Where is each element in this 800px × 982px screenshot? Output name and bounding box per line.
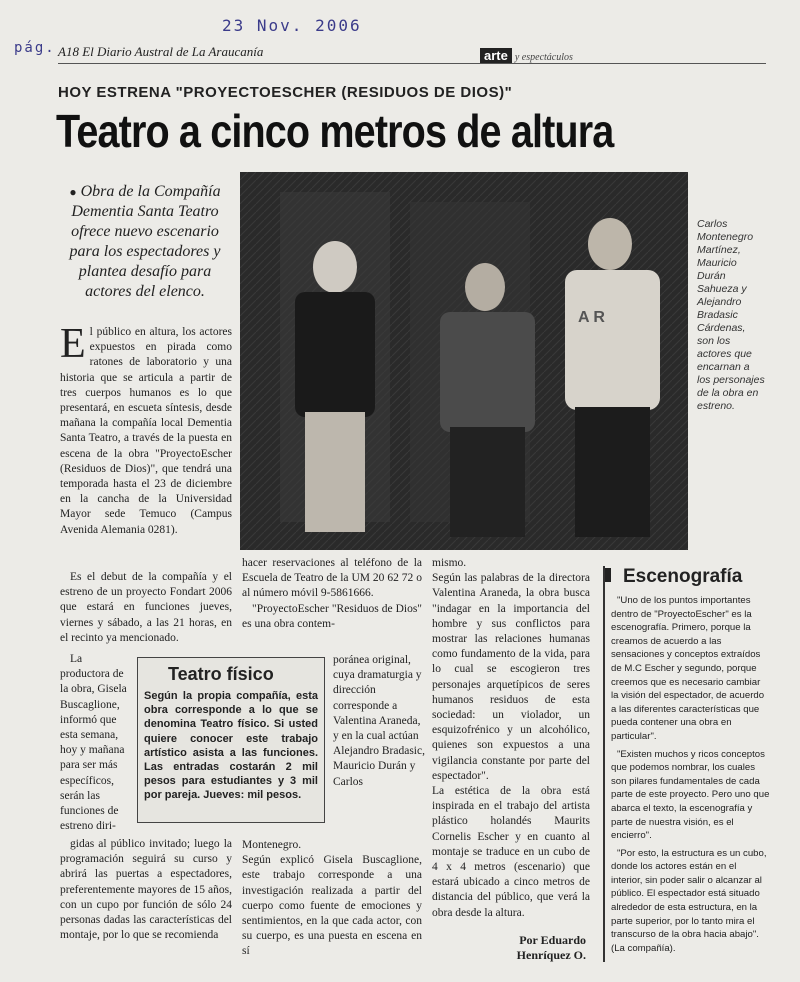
escenografia-paragraph: "Existen muchos y ricos conceptos que podemos nombrar, los cuales son pilares fundamentales de cada parte de este proyecto. Pero uno que abarca el texto, la escenografía y parte de nuestra visión, es el encierro". [611, 748, 770, 842]
article-column-2-narrow: poránea original, cuya dramaturgia y dirección corresponde a Valentina Araneda, y en la cual actúan Alejandro Bradasic, Mauricio Durán y Carlos [333, 654, 425, 788]
article-headline: Teatro a cinco metros de altura [56, 105, 614, 157]
article-column-1-mid [60, 570, 232, 646]
bullet-icon: ● [69, 185, 77, 199]
article-column-1-top [60, 321, 232, 538]
teatro-fisico-title: Teatro físico [168, 664, 274, 684]
svg-text:A R: A R [578, 309, 605, 326]
page-header: A18 El Diario Austral de La Araucanía [58, 44, 264, 59]
paragraph-1: l público en altura, los actores expuestos en pirada como ratones de laboratorio y una historia que se articula a partir de tres cuerpos humanos es lo que presentará, en escueta síntesis, desde mañana la compañía local Dementia Santa Teatro, a través de la puesta en escena de la obra "ProyectoEscher (Residuos de Dios)", que tendrá una temporada hasta el 23 de diciembre en la cancha de la Universidad Mayor sede Temuco (Campus Avenida Alemania 0281). [60, 326, 232, 536]
article-column-1-bottom: gidas al público invitado; luego la programación seguirá su curso y abrirá las puertas a espectadores, preferentemente mayores de 15 años, con un cupo por función de sólo 24 personas dadas las características del montaje, por lo que se recomienda [60, 838, 232, 942]
article-column-2-bottom: Montenegro. Según explicó Gisela Buscaglione, este trabajo corresponde a una investigación realizada a partir del cuerpo como fuente de emociones y sentimientos, en la que cada actor, con su cuerpo, es una puesta en escena en sí [242, 839, 422, 958]
photo-illustration [240, 172, 688, 550]
teatro-fisico-body: Según la propia compañía, esta obra corresponde a lo que se denomina Teatro físico. Si usted quiere conocer este trabajo artístico asista a las funciones. Las entradas costarán 2 mil pesos para estudiantes y 3 mil por pareja. Jueves: mil pesos. [144, 690, 318, 802]
actors-photo [240, 172, 688, 550]
article-column-1-narrow: La productora de la obra, Gisela Buscaglione, informó que esta semana, hoy y mañana para ser más específicos, serán las funciones de estreno diri- [60, 653, 127, 833]
article-kicker: HOY ESTRENA "PROYECTOESCHER (RESIDUOS DE DIOS)" [58, 84, 513, 101]
header-rule [58, 63, 766, 64]
escenografia-box [603, 566, 770, 962]
article-summary [60, 182, 230, 302]
escenografia-paragraph: "Por esto, la estructura es un cubo, donde los actores están en el interior, sin poder salir o alcanzar al público. El espectador está situado alrededor de esta estructura, en la parte superior, por lo tanto mira el transcurso de la obra hacia abajo".(La compañía). [611, 847, 767, 954]
escenografia-title: Escenografía [623, 566, 743, 587]
photo-caption: Carlos Montenegro Martínez, Mauricio Durán Sahueza y Alejandro Bradasic Cárdenas, son los actores que encarnan a los personajes de la obra en estreno. [697, 218, 765, 412]
drop-cap: E [60, 321, 86, 367]
section-subtitle: y espectáculos [514, 52, 573, 63]
escenografia-paragraph: "Uno de los puntos importantes dentro de "ProyectoEscher" es la escenografía. Primero, porque la creamos de acuerdo a las sensaciones y conceptos extraídos de M.C Escher y segundo, porque creemos que es necesario cambiar la visión del espectador, de acuerdo a las diferentes características que pueda contener una obra en particular". [611, 595, 765, 742]
escenografia-body [605, 594, 770, 955]
handwritten-page-label: pág. [14, 40, 56, 56]
teatro-fisico-box [137, 657, 325, 823]
paragraph-proyecto-start: "ProyectoEscher "Residuos de Dios" es una obra contem- [242, 602, 422, 630]
paragraph-reservations: hacer reservaciones al teléfono de la Escuela de Teatro de la UM 20 62 72 o al número móvil 9-5861666. [242, 557, 422, 600]
article-byline: Por Eduardo Henríquez O. [516, 933, 586, 962]
section-tag: arte [480, 48, 512, 63]
paragraph-2: Es el debut de la compañía y el estreno de un proyecto Fondart 2006 que estará en funciones jueves, viernes y sábado, a las 21 horas, en el recinto ya mencionado. [60, 571, 232, 644]
summary-text: Obra de la Compañía Dementia Santa Teatro ofrece nuevo escenario para los espectadores y plantea desafío para actores del elenco. [69, 183, 221, 300]
handwritten-date: 23 Nov. 2006 [222, 16, 362, 35]
article-column-3: mismo. Según las palabras de la directora Valentina Araneda, la obra busca "indagar en la importancia del hombre y sus conflictos para mostrar las relaciones humanas como fundamento de la vida, para lo cual se escogieron tres personajes arquetípicos de seres humanos residuos de esta sociedad: un violador, un esquizofrénico y un alcohólico, quienes son expuestos a una vigilancia constante por parte del espectador". La estética de la obra está inspirada en el trabajo del artista plástico holandés Maurits Cornelis Escher y en cuanto al montaje se traduce en un cubo de 4 x 4 metros (escenario) que estará ubicado a cinco metros de distancia del público, que verá la obra desde la altura. [432, 557, 590, 919]
article-column-2-top [242, 556, 422, 632]
